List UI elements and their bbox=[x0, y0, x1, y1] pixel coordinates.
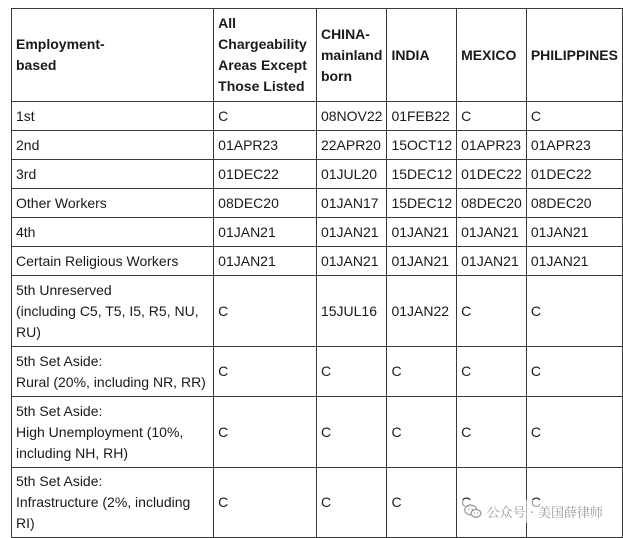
table-cell: 01APR23 bbox=[457, 131, 527, 160]
table-cell: C bbox=[214, 397, 317, 468]
table-cell: 01JAN21 bbox=[526, 218, 622, 247]
table-cell: 08DEC20 bbox=[526, 189, 622, 218]
table-cell: 22APR20 bbox=[316, 131, 386, 160]
table-cell: 15OCT12 bbox=[387, 131, 457, 160]
watermark bbox=[460, 500, 607, 523]
row-category: 1st bbox=[12, 102, 214, 131]
row-category: 5th Set Aside: Infrastructure (2%, including RI) bbox=[12, 468, 214, 538]
row-category: 5th Set Aside: High Unemployment (10%, including NH, RH) bbox=[12, 397, 214, 468]
table-cell: 01APR23 bbox=[214, 131, 317, 160]
table-cell: C bbox=[214, 468, 317, 538]
table-cell: 01JAN21 bbox=[214, 247, 317, 276]
table-row bbox=[12, 189, 623, 218]
row-category: 2nd bbox=[12, 131, 214, 160]
table-cell: C bbox=[387, 468, 457, 538]
table-cell: 01JAN21 bbox=[316, 247, 386, 276]
table-cell: C bbox=[457, 102, 527, 131]
table-cell: 15DEC12 bbox=[387, 160, 457, 189]
table-row bbox=[12, 131, 623, 160]
table-cell: C bbox=[214, 276, 317, 347]
table-cell: C bbox=[457, 347, 527, 397]
table-cell: 08NOV22 bbox=[316, 102, 386, 131]
table-cell: 01FEB22 bbox=[387, 102, 457, 131]
table-cell: 01JAN21 bbox=[387, 218, 457, 247]
wechat-icon bbox=[464, 504, 482, 519]
table-row bbox=[12, 347, 623, 397]
table-row bbox=[12, 247, 623, 276]
table-cell: C bbox=[316, 397, 386, 468]
table-cell: 01DEC22 bbox=[214, 160, 317, 189]
table-cell: C bbox=[316, 347, 386, 397]
table-cell: C bbox=[526, 397, 622, 468]
visa-bulletin-table-wrapper bbox=[11, 8, 623, 538]
table-cell: C bbox=[316, 468, 386, 538]
table-cell: 01JAN21 bbox=[457, 247, 527, 276]
table-cell: 01JAN22 bbox=[387, 276, 457, 347]
header-all-chargeability: All Chargeability Areas Except Those Listed bbox=[214, 9, 317, 102]
employment-based-dates-table bbox=[11, 8, 623, 538]
table-row bbox=[12, 218, 623, 247]
table-cell: 01DEC22 bbox=[457, 160, 527, 189]
table-cell: 15JUL16 bbox=[316, 276, 386, 347]
table-cell: C bbox=[526, 276, 622, 347]
table-cell: 08DEC20 bbox=[214, 189, 317, 218]
table-cell: 01JAN21 bbox=[214, 218, 317, 247]
table-cell: C bbox=[526, 347, 622, 397]
row-category: 5th Unreserved (including C5, T5, I5, R5, NU, RU) bbox=[12, 276, 214, 347]
table-row bbox=[12, 160, 623, 189]
table-cell: 15DEC12 bbox=[387, 189, 457, 218]
table-header-row bbox=[12, 9, 623, 102]
header-india: INDIA bbox=[387, 9, 457, 102]
table-cell: 01JAN21 bbox=[457, 218, 527, 247]
table-cell: 01JUL20 bbox=[316, 160, 386, 189]
header-philippines: PHILIPPINES bbox=[526, 9, 622, 102]
table-cell: 01JAN21 bbox=[387, 247, 457, 276]
table-row bbox=[12, 102, 623, 131]
table-cell: 01APR23 bbox=[526, 131, 622, 160]
table-cell: 08DEC20 bbox=[457, 189, 527, 218]
table-cell: 01JAN21 bbox=[316, 218, 386, 247]
table-cell: C bbox=[387, 347, 457, 397]
header-china: CHINA- mainland born bbox=[316, 9, 386, 102]
table-cell: 01JAN17 bbox=[316, 189, 386, 218]
row-category: 5th Set Aside: Rural (20%, including NR, RR) bbox=[12, 347, 214, 397]
watermark-text: 公众号 · 美国薛律师 bbox=[486, 506, 603, 521]
table-cell: C bbox=[387, 397, 457, 468]
table-cell: C bbox=[214, 102, 317, 131]
table-cell: 01JAN21 bbox=[526, 247, 622, 276]
table-cell: C bbox=[214, 347, 317, 397]
table-row bbox=[12, 276, 623, 347]
table-cell: C bbox=[457, 397, 527, 468]
row-category: Other Workers bbox=[12, 189, 214, 218]
row-category: 3rd bbox=[12, 160, 214, 189]
table-cell: C bbox=[526, 102, 622, 131]
table-row bbox=[12, 397, 623, 468]
table-cell: 01DEC22 bbox=[526, 160, 622, 189]
row-category: 4th bbox=[12, 218, 214, 247]
header-employment-based: Employment- based bbox=[12, 9, 214, 102]
header-mexico: MEXICO bbox=[457, 9, 527, 102]
table-cell: C bbox=[457, 276, 527, 347]
row-category: Certain Religious Workers bbox=[12, 247, 214, 276]
